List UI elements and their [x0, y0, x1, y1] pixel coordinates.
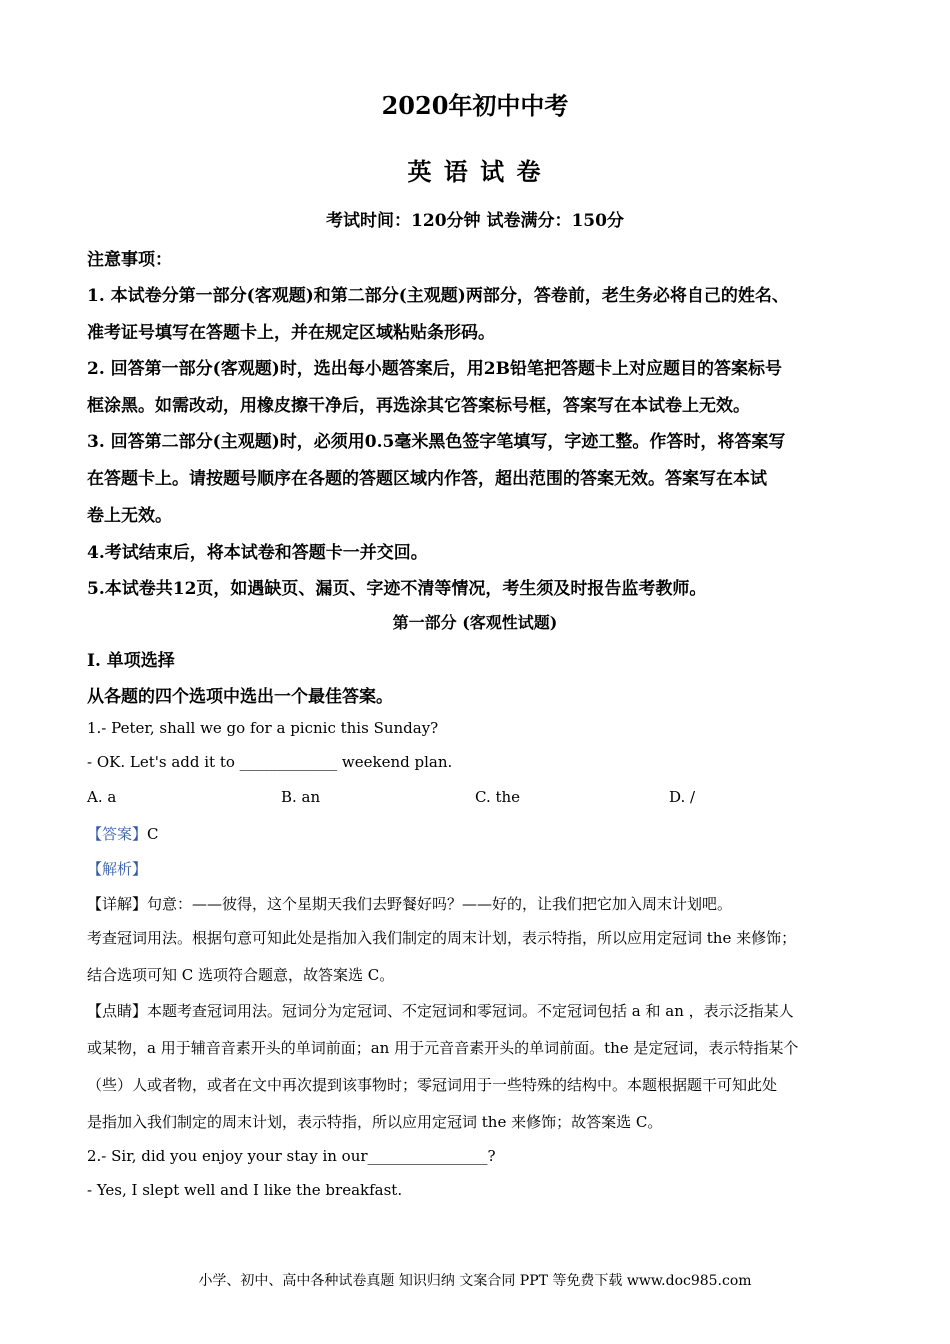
notes-heading: 注意事项：: [87, 250, 172, 270]
q1-tip-line: （些）人或者物，或者在文中再次提到该事物时；零冠词用于一些特殊的结构中。本题根据题干可知此处: [87, 1076, 778, 1094]
q1-tip-line: 是指加入我们制定的周末计划，表示特指，所以应用定冠词 the 来修饰；故答案选 C。: [87, 1113, 663, 1131]
detail-text: 句意：——彼得，这个星期天我们去野餐好吗？——好的，让我们把它加入周末计划吧。: [147, 895, 733, 913]
q1-option-a: A. a: [87, 788, 117, 806]
q1-detail: [87, 893, 732, 914]
answer-label: 【答案】: [87, 825, 148, 843]
note-line: 5.本试卷共12页，如遇缺页、漏页、字迹不清等情况，考生须及时报告监考教师。: [87, 579, 707, 599]
q1-tip-line: 或某物，a 用于辅音音素开头的单词前面；an 用于元音音素开头的单词前面。the 是定冠词，表示特指某个: [87, 1039, 799, 1057]
note-line: 4.考试结束后，将本试卷和答题卡一并交回。: [87, 543, 428, 563]
section-instruction: 从各题的四个选项中选出一个最佳答案。: [87, 687, 393, 707]
q2-line1: 2.- Sir, did you enjoy your stay in our________________?: [87, 1147, 496, 1165]
q1-line1: 1.- Peter, shall we go for a picnic this Sunday?: [87, 719, 439, 737]
note-line: 3. 回答第二部分(主观题)时，必须用0.5毫米黑色签字笔填写，字迹工整。作答时，将答案写: [87, 432, 786, 452]
q1-line2: - OK. Let's add it to _____________ weekend plan.: [87, 753, 453, 771]
tip-label: 【点睛】: [87, 1002, 148, 1020]
q2-line2: - Yes, I slept well and I like the breakfast.: [87, 1181, 403, 1199]
q1-option-b: B. an: [281, 788, 321, 806]
note-line: 准考证号填写在答题卡上，并在规定区域粘贴条形码。: [87, 323, 495, 343]
subject-title: 英 语 试 卷: [407, 157, 543, 186]
detail-label: 【详解】: [87, 895, 148, 913]
q1-explain-line: 考查冠词用法。根据句意可知此处是指加入我们制定的周末计划，表示特指，所以应用定冠词 the 来修饰；: [87, 929, 797, 947]
analysis-label: 【解析】: [87, 860, 148, 878]
q1-answer: [87, 823, 159, 844]
note-line: 2. 回答第一部分(客观题)时，选出每小题答案后，用2B铅笔把答题卡上对应题目的答案标号: [87, 359, 782, 379]
note-line: 卷上无效。: [87, 506, 172, 526]
tip-text: 本题考查冠词用法。冠词分为定冠词、不定冠词和零冠词。不定冠词包括 a 和 an ，表示泛指某人: [147, 1002, 794, 1020]
page-footer: 小学、初中、高中各种试卷真题 知识归纳 文案合同 PPT 等免费下载 www.doc985.com: [198, 1273, 752, 1289]
answer-value: C: [147, 825, 159, 843]
exam-title: 2020年初中中考: [381, 91, 569, 120]
q1-tip-line: [87, 1000, 794, 1021]
note-line: 1. 本试卷分第一部分(客观题)和第二部分(主观题)两部分，答卷前，老生务必将自己的姓名、: [87, 286, 789, 306]
section-heading: I. 单项选择: [87, 651, 175, 671]
note-line: 在答题卡上。请按题号顺序在各题的答题区域内作答，超出范围的答案无效。答案写在本试: [87, 469, 767, 489]
note-line: 框涂黑。如需改动，用橡皮擦干净后，再选涂其它答案标号框，答案写在本试卷上无效。: [87, 396, 750, 416]
exam-info: 考试时间：120分钟 试卷满分：150分: [326, 211, 624, 231]
part1-title: 第一部分 (客观性试题): [392, 613, 558, 632]
q1-explain-line: 结合选项可知 C 选项符合题意，故答案选 C。: [87, 966, 395, 984]
q1-option-d: D. /: [669, 788, 696, 806]
q1-option-c: C. the: [475, 788, 521, 806]
